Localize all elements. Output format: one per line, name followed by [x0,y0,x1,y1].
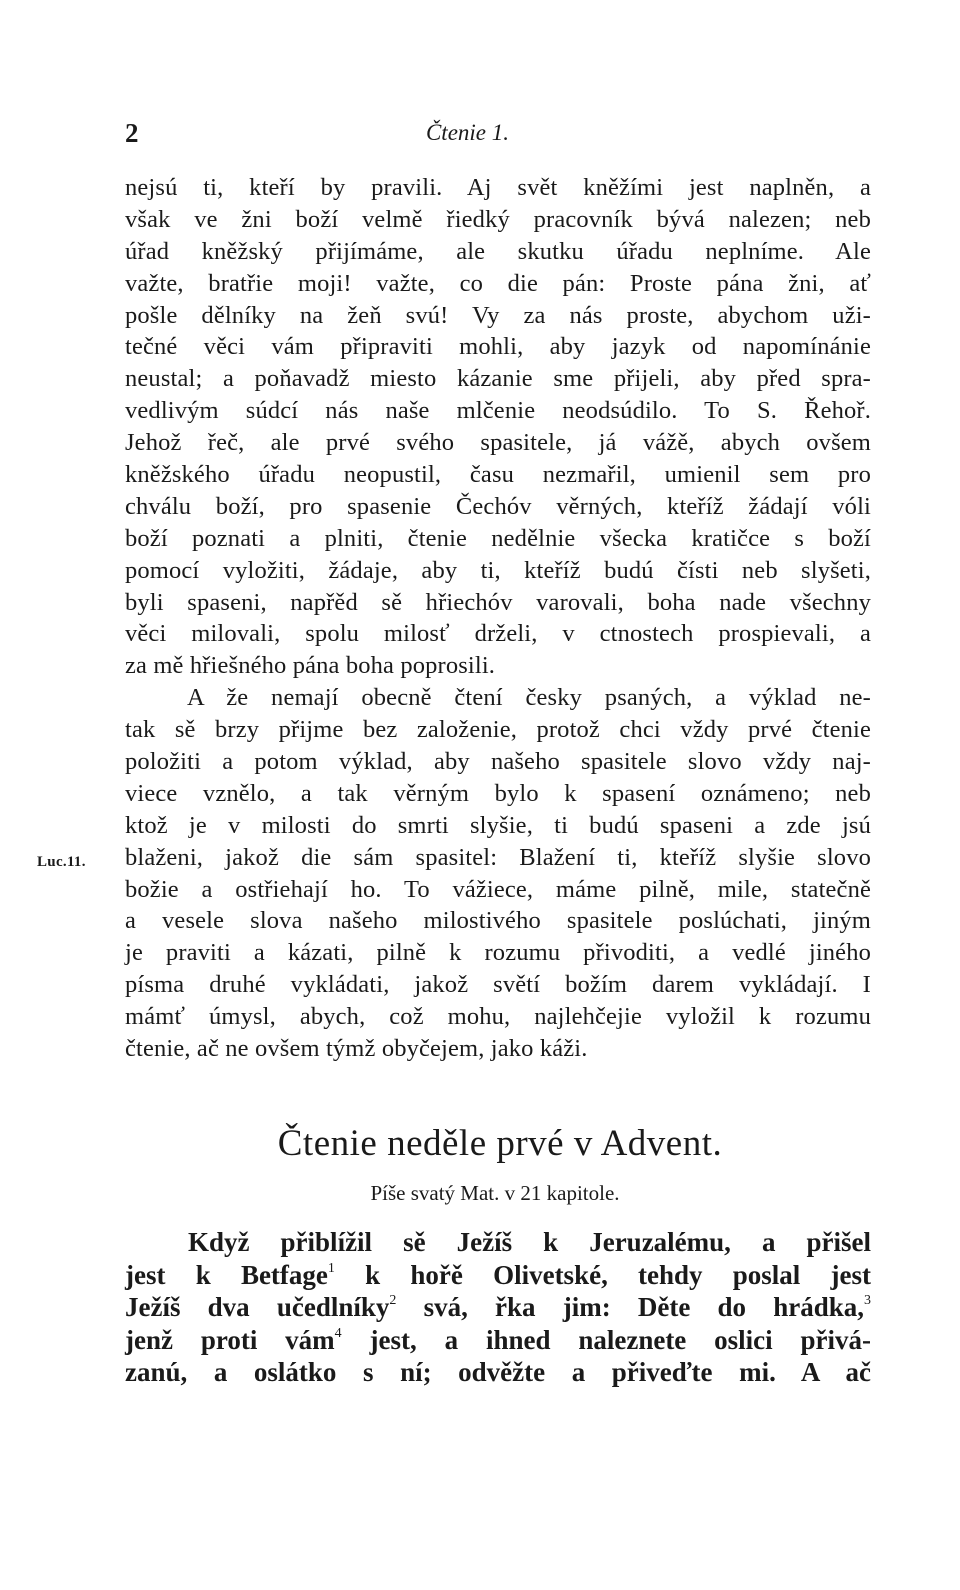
page-header [125,118,870,158]
running-head: Čtenie 1. [425,120,510,145]
gospel-line [125,1259,871,1292]
text-line: neustal; a poňavadž miesto kázanie sme přijeli, aby před spra- [125,365,871,393]
gospel-line: zanú, a oslátko s ní; odvěžte a přiveďte mi. A ač [125,1357,871,1388]
text-line: blaženi, jakož die sám spasitel: Blažení ti, kteříž slyšie slovo [125,843,871,871]
text-line: ktož je v milosti do smrti slyšie, ti budú spaseni a zde jsú [125,811,871,839]
text-line: vedlivým súdcí nás naše mlčenie neodsúdilo. To S. Řehoř. [125,397,871,425]
gospel-line: Když přiblížil sě Ježíš k Jeruzalému, a přišel [188,1227,871,1257]
gospel-text [125,1226,871,1389]
margin-reference: Luc.11. [37,854,86,870]
text-line: tak sě brzy přijme bez založenie, protož chci vždy prvé čtenie [125,716,871,744]
text-line: mámť úmysl, abych, což mohu, najlehčejie vyložil k rozumu [125,1003,871,1031]
gospel-fragment: Ježíš dva učedlníky [125,1292,390,1323]
text-line: písma druhé vykládati, jakož světí božím darem vykládají. I [125,971,871,999]
text-line: boží poznati a plniti, čtenie nedělnie všecka kratičce s boží [125,524,871,552]
footnote-marker: 3 [864,1293,871,1309]
footnote-marker: 4 [334,1325,342,1341]
text-line: božie a ostřiehají ho. To vážiece, máme pilně, mile, statečně [125,875,871,903]
text-line: byli spaseni, napřěd sě hřiechóv varovali, boha nade všechny [125,588,871,616]
gospel-line [125,1291,871,1324]
text-line: a vesele slova našeho milostivého spasitele poslúchati, jiným [125,907,871,935]
gospel-fragment: jest, a ihned naleznete oslici přivá- [341,1324,871,1355]
body-text [125,172,871,1065]
text-line: nejsú ti, kteří by pravili. Aj svět kněžími jest naplněn, a [125,174,871,201]
page-number: 2 [125,118,139,148]
text-line: za mě hřiešného pána boha poprosili. [125,652,496,680]
text-line: tečné věci vám připraviti mohli, aby jazyk od napomínánie [125,333,871,361]
gospel-fragment: svá, řka jim: Děte do hrádka, [396,1292,864,1323]
text-line: kněžského úřadu neopustil, času nezmařil, umienil sem pro [125,461,871,489]
gospel-fragment: jest k Betfage [125,1259,328,1290]
text-line: úřad kněžský přijímáme, ale skutku úřadu neplníme. Ale [125,237,871,265]
text-line: však ve žni boží velmě řiedký pracovník bývá nalezen; neb [125,205,871,233]
gospel-fragment: k hořě Olivetské, tehdy poslal jest [334,1259,871,1290]
gospel-line [125,1324,871,1357]
text-line: chválu boží, pro spasenie Čechóv věrných, kteříž žádají vóli [125,492,871,520]
text-line: Jehož řeč, ale prvé svého spasitele, já vážě, abych ovšem [125,429,871,457]
text-line: A že nemají obecně čtení česky psaných, a výklad ne- [187,684,871,712]
text-line: věci milovali, spolu milosť drželi, v ctnostech prospievali, a [125,620,871,648]
text-line: čtenie, ač ne ovšem týmž obyčejem, jako káži. [125,1035,588,1063]
text-line: je praviti a kázati, pilně k rozumu přivoditi, a vedlé jiného [125,939,871,967]
section-title: Čtenie neděle prvé v Advent. [277,1123,723,1164]
text-line: pomocí vyložiti, žádaje, aby ti, kteříž budú čísti neb slyšeti, [125,556,871,584]
text-line: važte, bratřie moji! važte, co die pán: Proste pána žni, ať [125,269,871,297]
text-line: pošle dělníky na žeň svú! Vy za nás proste, abychom uži- [125,301,871,329]
footnote-marker: 1 [327,1260,335,1276]
text-line: viece vznělo, a tak věrným bylo k spasení oznámeno; neb [125,779,871,807]
footnote-marker: 2 [389,1293,397,1309]
gospel-fragment: jenž proti vám [125,1324,335,1355]
section-subtitle: Píše svatý Mat. v 21 kapitole. [370,1181,620,1205]
text-line: položiti a potom výklad, aby našeho spasitele slovo vždy naj- [125,748,871,776]
